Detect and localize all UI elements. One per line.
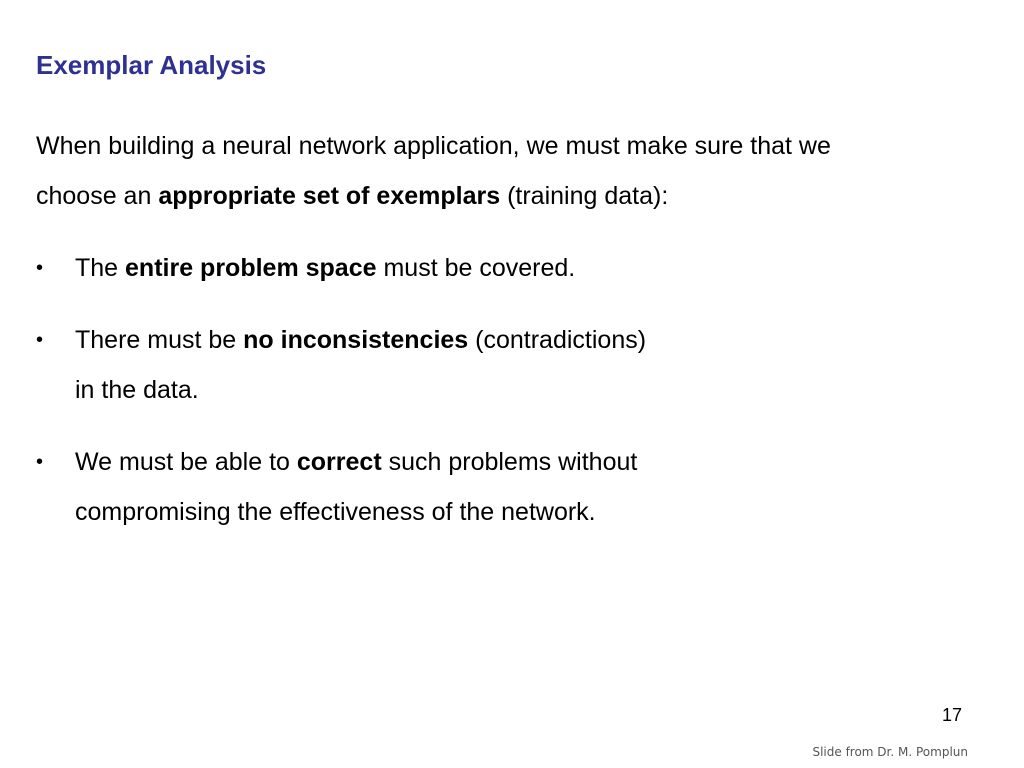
bullet-1-line-1 — [75, 243, 996, 293]
bullet-item-problem-space — [36, 243, 996, 293]
page-number: 17 — [941, 705, 962, 725]
bullet-3-line-2: compromising the effectiveness of the network. — [75, 498, 596, 526]
bullet-2-line-1 — [75, 315, 996, 365]
bullet-dot-icon: • — [36, 257, 44, 279]
bullet-2-tail: (contradictions) — [468, 326, 647, 354]
bullet-3-tail: such problems without — [381, 448, 638, 476]
intro-line-2 — [36, 171, 996, 221]
bullet-dot-icon: • — [36, 451, 44, 473]
bullet-3-emphasis: correct — [296, 448, 382, 476]
intro-emphasis: appropriate set of exemplars — [158, 182, 501, 210]
bullet-item-inconsistencies — [36, 315, 996, 415]
bullet-1-emphasis: entire problem space — [125, 254, 377, 282]
intro-line-2-text: choose an — [36, 182, 159, 210]
bullet-1-text: The — [75, 254, 126, 282]
bullet-2-emphasis: no inconsistencies — [243, 326, 469, 354]
bullet-3-line-1 — [75, 437, 996, 487]
bullet-3-text: We must be able to — [75, 448, 297, 476]
bullet-dot-icon: • — [36, 329, 44, 351]
bullet-2-line-2: in the data. — [75, 376, 199, 404]
slide-credit: Slide from Dr. M. Pomplun — [812, 745, 968, 759]
intro-line-1: When building a neural network application, we must make sure that we — [36, 132, 831, 160]
slide-title: Exemplar Analysis — [36, 50, 267, 80]
bullet-item-correct — [36, 437, 996, 537]
bullet-list — [36, 243, 996, 559]
intro-line-2-tail: (training data): — [500, 182, 669, 210]
bullet-1-tail: must be covered. — [376, 254, 576, 282]
bullet-2-text: There must be — [75, 326, 244, 354]
intro-paragraph — [36, 121, 996, 221]
